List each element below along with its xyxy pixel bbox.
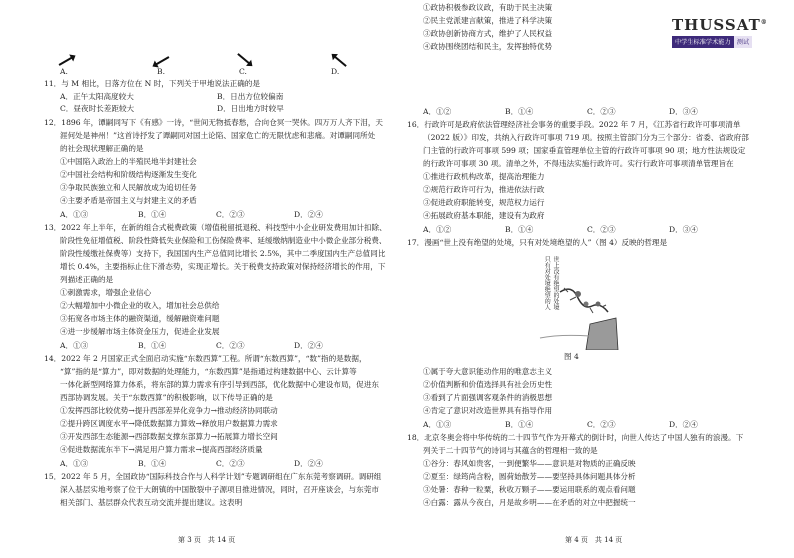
q12-option-d[interactable]: D．②④ [294,210,323,219]
q14-option-b[interactable]: B．①④ [138,459,167,468]
q16-option-a[interactable]: A．①② [423,225,452,234]
q14-stem-2: “算”指的是“算力”，即对数据的处理能力，“东数西算”是指通过构建数据中心、云计算等 [60,367,357,376]
q13-option-b[interactable]: B．①④ [138,341,167,350]
q14-stem-4: 西部协调发展。关于“东数西算”的积极影响，以下传导正确的是 [60,393,273,402]
q10-options [60,67,339,76]
page-footer-right: 第 4 页 共 14 页 [565,536,623,544]
q14-option-c[interactable]: C．②③ [216,459,245,468]
q15-item-2: ②民主党派建言献策，推进了科学决策 [423,16,553,25]
q18-item-2: ②夏至：绿筠尚含粉，圆荷始散芳——要坚持具体问题具体分析 [423,472,636,481]
figure-label: 图 4 [564,352,579,361]
q14-item-3: ③开发西部生态能源→西部数据支撑东部算力→拓展算力增长空间 [60,432,278,441]
q17-item-4: ④肯定了意识对改造世界具有指导作用 [423,406,553,415]
q16-option-c[interactable]: C．②③ [587,225,616,234]
arrow-icon-b [155,56,170,66]
q18-item-1: ①谷分：春风如贵客，一到便繁华——意识是对物质的正确反映 [423,459,636,468]
q13-options [60,340,323,351]
q16-option-b[interactable]: B．①④ [505,225,534,234]
q18-item-3: ③处暑：春种一粒粟，秋收万颗子——要运用联系的观点看问题 [423,485,636,494]
q16-stem-4: 的行政许可事项 30 项。清单之外，不得违法实施行政许可。实行行政许可事项清单管理旨在 [423,159,734,168]
q16-stem-3: 门主管的行政许可事项 599 项；国家垂直管理单位主管的行政许可事项 90 项；地方性法规设定 [423,146,746,155]
q14-option-d[interactable]: D．②④ [294,459,323,468]
q13-stem-5: 列描述正确的是 [60,275,114,284]
arrow-icon-a [59,56,74,66]
q13-item-1: ①刺激需求，增强企业信心 [60,288,152,297]
q13-item-4: ④进一步缓解市场主体资金压力，促进企业发展 [60,327,220,336]
q17-option-a[interactable]: A．①③ [423,420,452,429]
q10-option-b[interactable]: B. [157,67,165,76]
arrow-icon-d [333,55,347,67]
q11-option-b[interactable]: B．日出方位较偏南 [217,92,284,101]
logo-tagline: 中学生标准学术能力 测试 [672,36,772,48]
q15-item-4: ④政协围绕团结和民主，发挥独特优势 [423,42,553,51]
q13-stem-2: 阶段性免征增值税、阶段性降低失业保险和工伤保险费率、延缓缴纳制造业中小微企业部分税费、 [60,236,387,245]
q11-option-d[interactable]: D．日出地方时较早 [217,104,284,113]
q18-stem-1: 18．北京冬奥会将中华传统的二十四节气作为开幕式的倒计时，向世人传达了中国人独有的浪漫。下 [407,433,744,442]
q14-item-2: ②提升跨区调度水平→降低数据算力算效→释放用户数据算力需求 [60,419,278,428]
q15-stem-3: 相关部门、基层群众代表互动交流并提出建议。这表明 [60,498,243,507]
q15-stem-2: 深入基层实地考察了位于大朗镇的中国散裂中子源项目推进情况，同时，召开座谈会，与东莞市 [60,485,379,494]
cartoon-caption-line-2: 只有对处境绝望的人 [543,256,551,310]
cartoon-figure [520,254,620,350]
q16-options [423,224,698,235]
q17-options [423,419,698,430]
q13-item-3: ③拓宽各市场主体的融资渠道，缓解融资难问题 [60,314,220,323]
q14-item-1: ①发挥西部比较优势→提升西部差异化竞争力→推动经济协同联动 [60,406,278,415]
q13-stem-3: 阶段性缓缴社保费等）支持下，我国国内生产总值同比增长 2.5%，其中二季度国内生产总值同比 [60,249,386,258]
q17-item-1: ①属于夸大意识能动作用的唯意志主义 [423,367,553,376]
q14-stem-3: 一体化新型网络算力体系，将东部的算力需求有序引导到西部，优化数据中心建设布局，促进东 [60,380,379,389]
q12-item-2: ②中国社会结构和阶级结构逐渐发生变化 [60,170,197,179]
q11-option-c[interactable]: C．昼夜时长差距较大 [60,104,135,113]
q11-stem: 11．与 M 相比，日落方位在 N 时，下列关于甲地说法正确的是 [44,79,260,88]
q15-option-b[interactable]: B．①④ [505,107,534,116]
q15-option-c[interactable]: C．②③ [587,107,616,116]
logo-brand: THUSSAT® [672,16,768,34]
q17-stem: 17．漫画“世上没有绝望的处境，只有对处境绝望的人”（图 4）反映的哲理是 [407,238,668,247]
q10-option-d[interactable]: D. [331,67,340,76]
q16-item-2: ②规范行政许可行为，推进依法行政 [423,185,545,194]
q16-stem-1: 16．行政许可是政府依法管理经济社会事务的重要手段。2022 年 7 月，《江苏省行政许可事项清单 [407,120,741,129]
q13-item-2: ②大幅增加中小微企业的收入，增加社会总供给 [60,301,220,310]
arrow-icon-c [237,53,251,65]
q14-option-a[interactable]: A．①③ [60,459,89,468]
q10-option-a[interactable]: A. [60,67,68,76]
q15-option-a[interactable]: A．①② [423,107,452,116]
q15-options [423,106,698,117]
q15-stem-1: 15．2022 年 5 月，全国政协“国际科技合作与人科学计划”专题调研组在广东东莞考察调研。调研组 [44,472,382,481]
q16-item-4: ④拓展政府基本职能，建设有为政府 [423,211,545,220]
q18-item-4: ④白露：露从今夜白，月是故乡明——在矛盾的对立中把握统一 [423,498,636,507]
q14-stem-1: 14．2022 年 2 月国家正式全面启动实施“东数西算”工程。所谓“东数西算”，“数”指的是数据， [44,354,367,363]
q12-stem-3: 的社会现状理解正确的是 [60,144,144,153]
q13-stem-1: 13．2022 年上半年，在新的组合式税费政策（增值税留抵退税、科技型中小企业研发费用加计扣除、 [44,223,387,232]
q18-stem-2: 列关于二十四节气的诗词与其蕴含的哲理相一致的是 [423,446,598,455]
q14-options [60,458,323,469]
q16-item-1: ①推进行政机构改革，提高治理能力 [423,172,545,181]
q17-item-3: ③看到了片面强调客观条件的消极思想 [423,393,553,402]
q12-option-b[interactable]: B．①④ [138,210,167,219]
q17-option-d[interactable]: D．②④ [669,420,698,429]
q17-option-c[interactable]: C．②③ [587,420,616,429]
q13-option-c[interactable]: C．②③ [216,341,245,350]
thussat-logo [672,16,772,56]
q12-item-3: ③争取民族独立和人民解放成为追切任务 [60,183,197,192]
q10-option-c[interactable]: C. [239,67,247,76]
q12-stem-1: 12．1896 年，谭嗣同写下《有感》一诗，“世间无物抵春愁，合向仓冥一哭休。四万万人齐下泪，天 [44,118,384,127]
q12-options [60,209,323,220]
q16-option-d[interactable]: D．③④ [669,225,698,234]
cartoon-caption-line-1: 世上没有绝望的处境 [552,256,559,310]
q14-item-4: ④促进数据流东半下→满足用户算力需求→提高西部经济质量 [60,445,263,454]
q13-option-d[interactable]: D．②④ [294,341,323,350]
q16-stem-2: （2022 版）》印发，共纳入行政许可事项 719 项。按照主管部门分为三个部分：省委、省政府部 [423,133,749,142]
q17-option-b[interactable]: B．①④ [505,420,534,429]
q17-item-2: ②价值判断和价值选择具有社会历史性 [423,380,553,389]
q13-stem-4: 增长 0.4%，主要指标止住下滑态势，实现正增长。关于税费支持政策对保持经济增长的作用，下 [60,262,386,271]
q12-stem-2: 涯何处是神州！”这首诗抒发了谭嗣同对国土论陷、国家危亡的无限忧虑和悲痛。对谭嗣同所处 [60,131,376,140]
q12-item-1: ①中国陷入政治上的半殖民地半封建社会 [60,157,197,166]
q11-option-a[interactable]: A．正午太阳高度较大 [60,92,134,101]
q15-item-1: ①政协积极参政议政，有助于民主决策 [423,3,553,12]
q13-option-a[interactable]: A．①③ [60,341,89,350]
q12-option-a[interactable]: A．①③ [60,210,89,219]
q15-option-d[interactable]: D．③④ [669,107,698,116]
right-page [397,0,794,558]
q16-item-3: ③促进政府职能转变，规范权力运行 [423,198,545,207]
q15-item-3: ③政协创新协商方式，维护了人民权益 [423,29,553,38]
q12-item-4: ④主要矛盾是帝国主义与封建主义的矛盾 [60,196,197,205]
page-footer-left: 第 3 页 共 14 页 [178,536,236,544]
q12-option-c[interactable]: C．②③ [216,210,245,219]
cartoon-drawing [520,254,620,350]
